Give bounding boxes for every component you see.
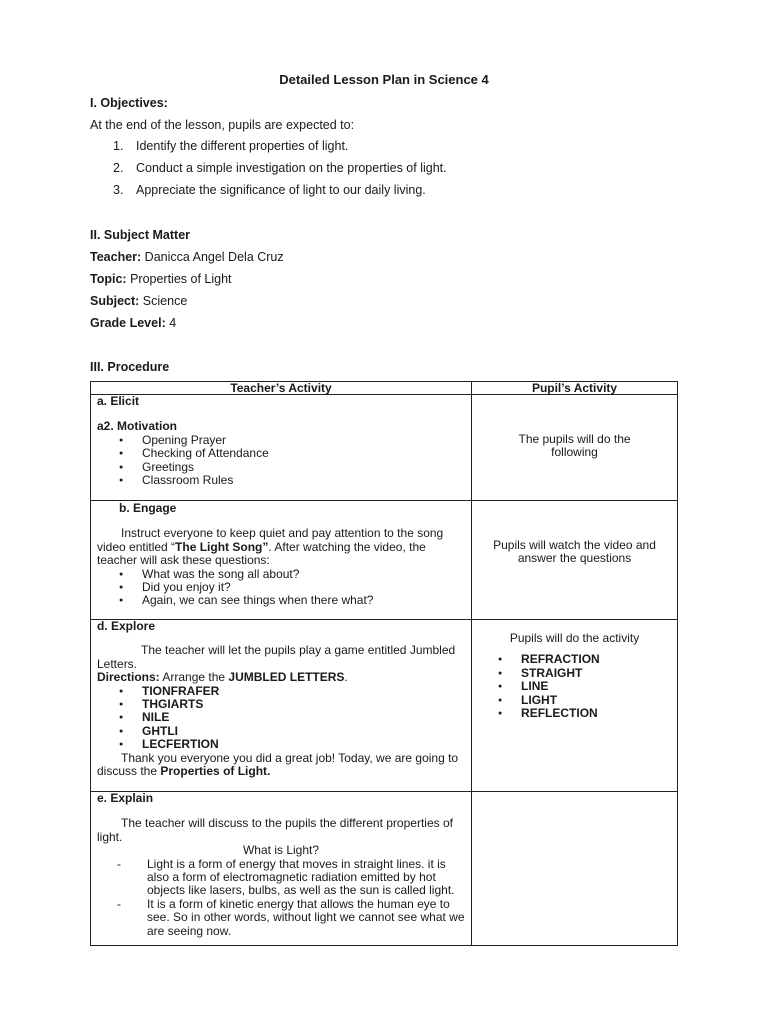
list-item: ● LECFERTION	[119, 738, 465, 751]
table-row	[91, 792, 678, 946]
objective-item: 3. Appreciate the significance of light to our daily living.	[113, 183, 426, 197]
pupil-activity-header: Pupil’s Activity	[472, 382, 678, 395]
grade-field: Grade Level: 4	[90, 316, 177, 330]
explore-paragraph: The teacher will let the pupils play a game entitled Jumbled Letters.	[97, 643, 456, 671]
procedure-heading: III. Procedure	[90, 360, 170, 374]
engage-pupil-cell	[472, 501, 678, 620]
table-row	[91, 501, 678, 620]
list-item: ● Did you enjoy it?	[119, 581, 465, 594]
explore-heading: d. Explore	[97, 619, 156, 633]
document-title: Detailed Lesson Plan in Science 4	[279, 72, 489, 87]
teacher-activity-header: Teacher’s Activity	[91, 382, 472, 395]
jumbled-words-list	[97, 685, 465, 752]
list-item: ● Checking of Attendance	[119, 447, 465, 460]
list-item: ● REFLECTION	[498, 707, 671, 720]
motivation-list	[97, 434, 465, 488]
topic-field: Topic: Properties of Light	[90, 272, 232, 286]
subject-matter-heading: II. Subject Matter	[90, 228, 191, 242]
elicit-pupil-text: The pupils will do the following	[518, 432, 631, 460]
list-item: ● LIGHT	[498, 694, 671, 707]
list-item: ● Again, we can see things when there what?	[119, 594, 465, 607]
table-header-row	[91, 382, 678, 395]
objectives-list	[113, 138, 447, 204]
engage-cell	[91, 501, 472, 620]
table-row	[91, 395, 678, 501]
engage-heading: b. Engage	[119, 501, 177, 515]
list-item: - Light is a form of energy that moves in straight lines. it is also a form of electromagnetic radiation emitted by hot objects like lasers, bulbs, as well as the sun is called light.	[117, 858, 465, 898]
explore-pupil-cell	[472, 620, 678, 792]
teacher-field: Teacher: Danicca Angel Dela Cruz	[90, 250, 284, 264]
explore-pupil-text: Pupils will do the activity	[509, 631, 640, 645]
elicit-heading: a. Elicit	[97, 394, 140, 408]
explain-paragraph: The teacher will discuss to the pupils the different properties of light.	[97, 816, 453, 844]
list-item: ● TIONFRAFER	[119, 685, 465, 698]
motivation-heading: a2. Motivation	[97, 419, 178, 434]
objectives-heading: I. Objectives:	[90, 96, 168, 110]
engage-pupil-text: Pupils will watch the video and answer the questions	[493, 538, 656, 566]
procedure-table	[90, 381, 678, 946]
subject-field: Subject: Science	[90, 294, 188, 308]
elicit-pupil-cell	[472, 395, 678, 501]
explore-closing: Thank you everyone you did a great job! Today, we are going to discuss the Properties of Light.	[97, 750, 459, 779]
list-item: ● REFRACTION	[498, 653, 671, 666]
explore-directions: Directions: Arrange the JUMBLED LETTERS.	[97, 670, 348, 685]
objective-item: 2. Conduct a simple investigation on the properties of light.	[113, 161, 447, 175]
list-item: ● What was the song all about?	[119, 568, 465, 581]
list-item: ● LINE	[498, 680, 671, 693]
list-item: ● Opening Prayer	[119, 434, 465, 447]
engage-paragraph: Instruct everyone to keep quiet and pay attention to the song video entitled “The Light Song”. After watching the video, the teacher will ask these questions:	[97, 526, 444, 568]
table-row	[91, 620, 678, 792]
pupil-answers-list	[498, 653, 671, 720]
objectives-intro: At the end of the lesson, pupils are expected to:	[90, 118, 355, 132]
engage-questions	[97, 568, 465, 608]
list-item: ● THGIARTS	[119, 698, 465, 711]
explain-heading: e. Explain	[97, 791, 154, 805]
explain-pupil-cell	[472, 792, 678, 946]
elicit-cell	[91, 395, 472, 501]
list-item: ● Greetings	[119, 461, 465, 474]
explain-points	[97, 858, 465, 938]
objective-item: 1. Identify the different properties of light.	[113, 139, 349, 153]
explain-question: What is Light?	[242, 843, 320, 858]
list-item: ● STRAIGHT	[498, 667, 671, 680]
list-item: ● NILE	[119, 711, 465, 724]
list-item: ● Classroom Rules	[119, 474, 465, 487]
explain-cell	[91, 792, 472, 946]
list-item: - It is a form of kinetic energy that allows the human eye to see. So in other words, without light we cannot see what we are seeing now.	[117, 898, 465, 938]
list-item: ● GHTLI	[119, 725, 465, 738]
explore-cell	[91, 620, 472, 792]
